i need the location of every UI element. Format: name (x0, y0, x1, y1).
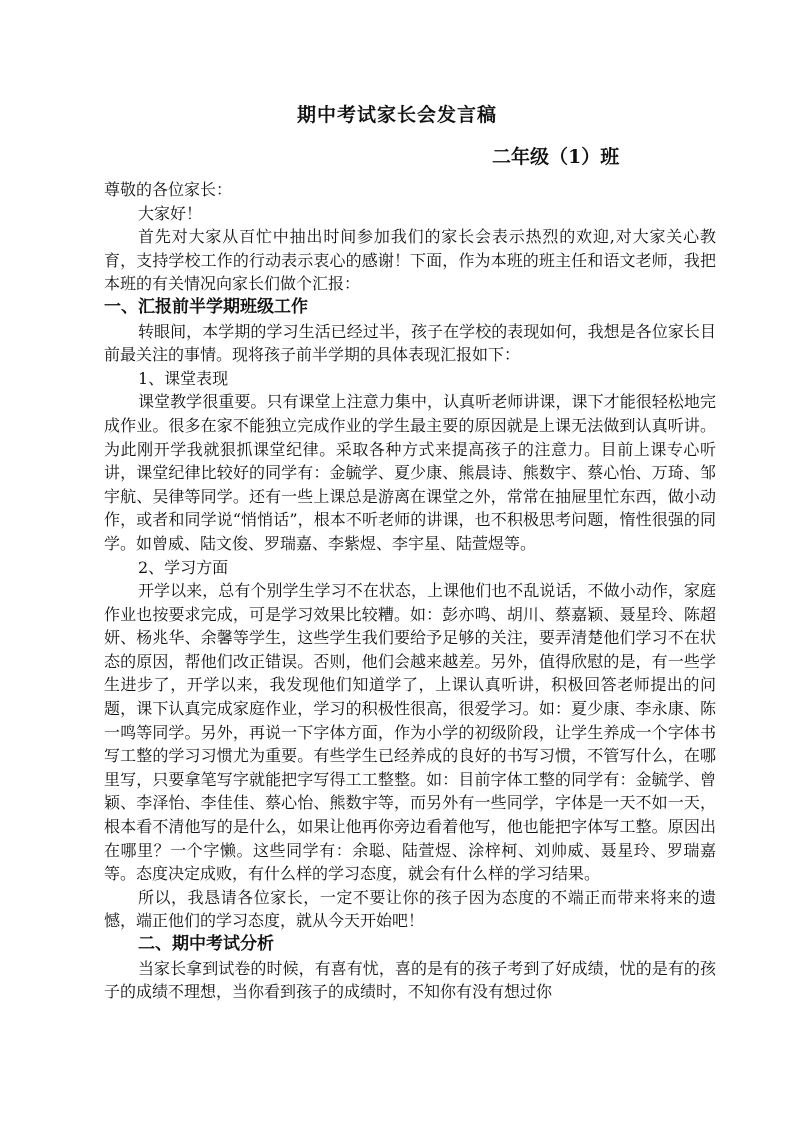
class-name: 二年级（1）班 (492, 146, 620, 168)
sub1-heading: 1、课堂表现 (138, 368, 229, 388)
section2-heading: 二、期中考试分析 (138, 934, 274, 954)
sub2-paragraph: 开学以来，总有个别学生学习不在状态，上课他们也不乱说话，不做小动作，家庭作业也按要求完成，可是学习效果比较糟。如：彭亦鸣、胡川、蔡嘉颖、聂星玲、陈超妍、杨兆华、余馨等学生，这些学生我们要给予足够的关注，要弄清楚他们学习不在状态的原因，帮他们改正错误。否则，他们会越来越差。另外，值得欣慰的是，有一些学生进步了，开学以来，我发现他们知道学了，上课认真听讲，积极回答老师提出的问题，课下认真完成家庭作业，学习的积极性很高，很爱学习。如：夏少康、李永康、陈一鸣等同学。另外，再说一下字体方面，作为小学的初级阶段，让学生养成一个字体书写工整的学习习惯尤为重要。有些学生已经养成的良好的书写习惯，不管写什么，在哪里写，只要拿笔写字就能把字写得工工整整。如：目前字体工整的同学有：金毓学、曾颖、李泽怡、李佳佳、蔡心怡、熊数宇等，而另外有一些同学，字体是一天不如一天，根本看不清他写的是什么，如果让他再你旁边看着他写，他也能把字体写工整。原因出在哪里？一个字懒。这些同学有：余聪、陆萱煜、涂梓柯、刘帅威、聂星玲、罗瑞嘉等。态度决定成败，有什么样的学习态度，就会有什么样的学习结果。 (104, 581, 716, 884)
greeting: 大家好！ (138, 203, 203, 223)
document-title: 期中考试家长会发言稿 (296, 104, 497, 126)
salutation: 尊敬的各位家长： (104, 180, 233, 199)
document-body (104, 178, 716, 1004)
closing-paragraph: 所以，我恳请各位家长，一定不要让你的孩子因为态度的不端正而带来将来的遗憾，端正他们的学习态度，就从今天开始吧！ (104, 887, 716, 931)
section2-paragraph: 当家长拿到试卷的时候，有喜有忧，喜的是有的孩子考到了好成绩，忧的是有的孩子的成绩不理想，当你看到孩子的成绩时，不知你有没有想过你 (104, 958, 716, 1002)
intro-paragraph: 首先对大家从百忙中抽出时间参加我们的家长会表示热烈的欢迎,对大家关心教育，支持学校工作的行动表示衷心的感谢！下面，作为本班的班主任和语文老师，我把本班的有关情况向家长们做个汇报： (104, 227, 716, 294)
section1-heading: 一、汇报前半学期班级工作 (104, 296, 308, 317)
sub1-paragraph: 课堂教学很重要。只有课堂上注意力集中，认真听老师讲课，课下才能很轻松地完成作业。很多在家不能独立完成作业的学生最主要的原因就是上课无法做到认真听讲。为此刚开学我就狠抓课堂纪律。采取各种方式来提高孩子的注意力。目前上课专心听讲，课堂纪律比较好的同学有：金毓学、夏少康、熊晨诗、熊数宇、蔡心怡、万琦、邹宇航、吴律等同学。还有一些上课总是游离在课堂之外，常常在抽屉里忙东西，做小动作，或者和同学说“悄悄话”，根本不听老师的讲课，也不积极思考问题，惰性很强的同学。如曾威、陆文俊、罗瑞嘉、李紫煜、李宇星、陆萱煜等。 (104, 392, 716, 553)
sub2-heading: 2、学习方面 (138, 557, 229, 577)
section1-intro: 转眼间，本学期的学习生活已经过半，孩子在学校的表现如何，我想是各位家长目前最关注的事情。现将孩子前半学期的具体表现汇报如下： (104, 321, 716, 365)
